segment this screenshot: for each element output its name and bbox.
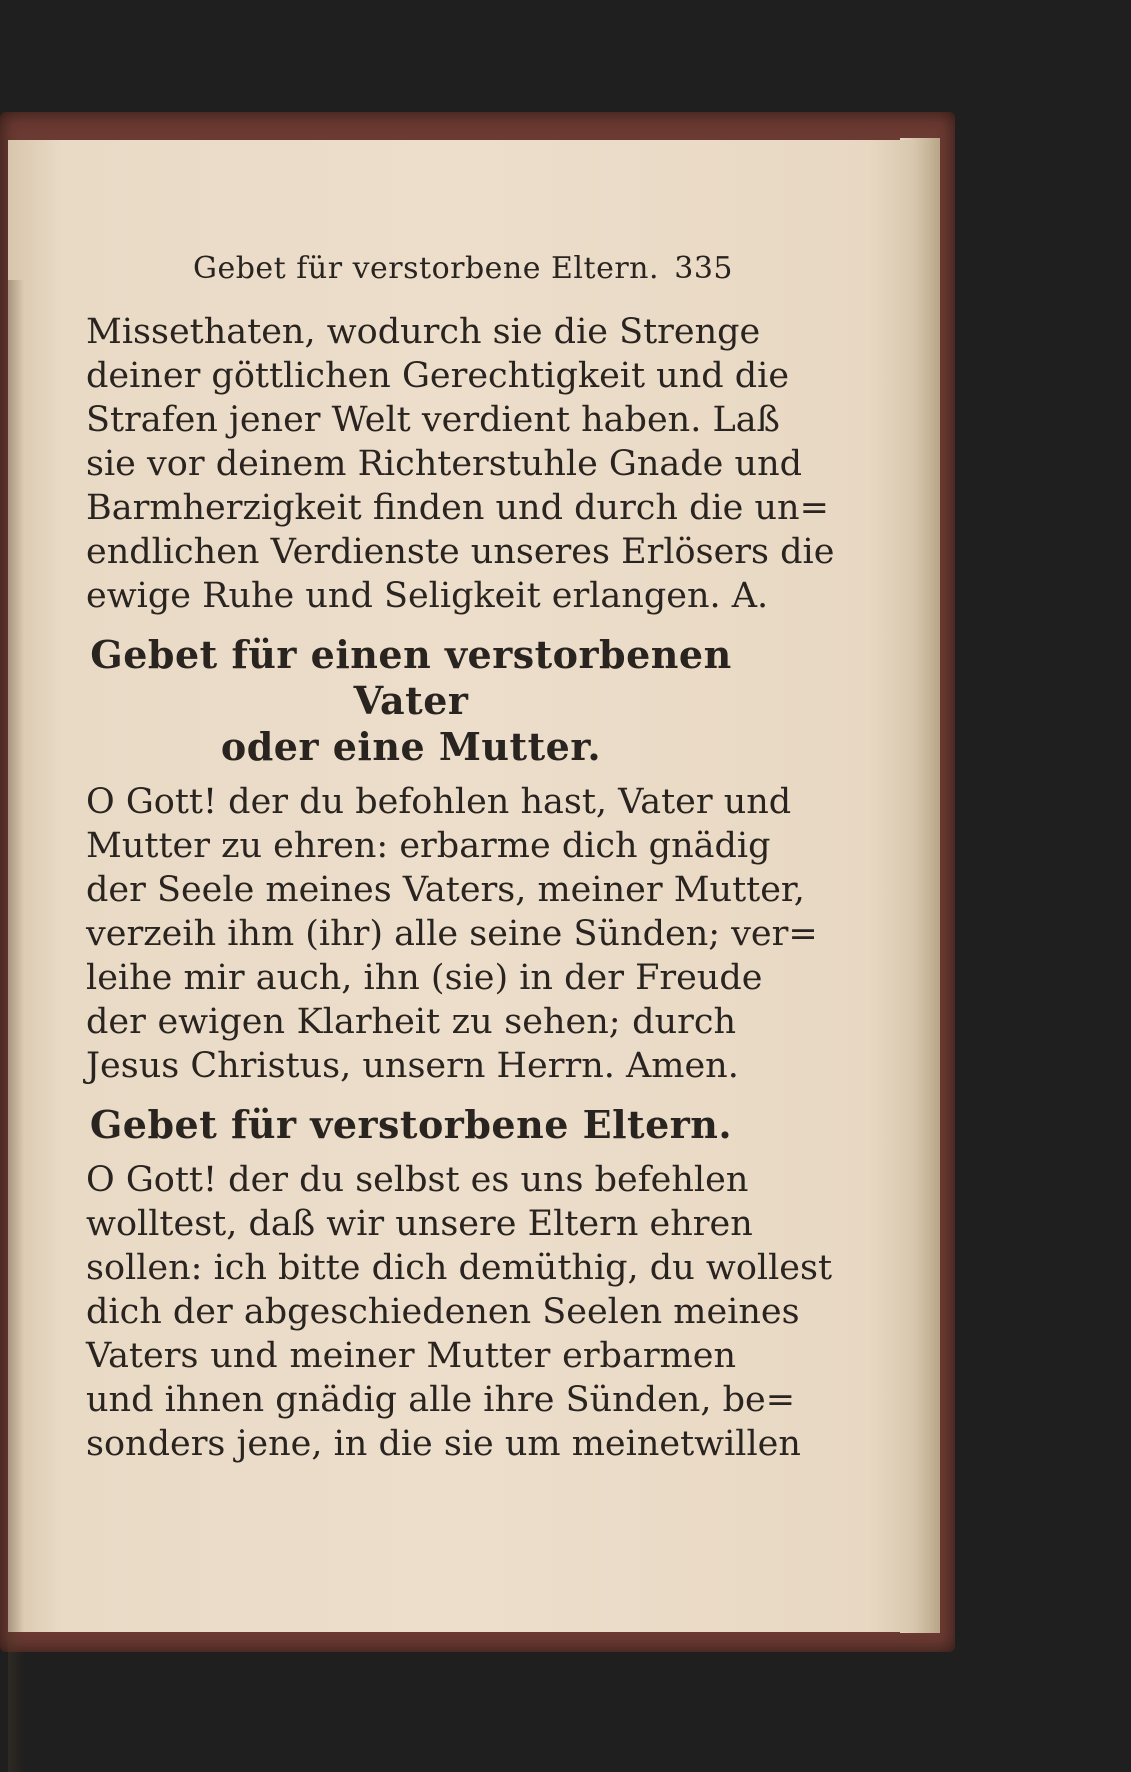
running-head-title: Gebet für verstorbene Eltern. — [193, 250, 660, 286]
text-line: endlichen Verdienste unseres Erlösers die — [86, 532, 835, 572]
text-line: O Gott! der du selbst es uns befehlen — [86, 1160, 749, 1200]
heading-line: Gebet für einen verstorbenen Vater — [90, 632, 732, 723]
text-line: Mutter zu ehren: erbarme dich gnädig — [86, 826, 771, 866]
text-line: deiner göttlichen Gerechtigkeit und die — [86, 356, 790, 396]
text-line: ewige Ruhe und Seligkeit erlangen. A. — [86, 576, 769, 616]
text-line: sie vor deinem Richterstuhle Gnade und — [86, 444, 803, 484]
text-line: und ihnen gnädig alle ihre Sünden, be= — [86, 1380, 796, 1420]
section-heading — [86, 632, 736, 770]
text-line: Vaters und meiner Mutter erbarmen — [86, 1336, 736, 1376]
spine-shadow — [8, 280, 24, 1772]
heading-line: oder eine Mutter. — [220, 724, 602, 769]
text-line: sollen: ich bitte dich demüthig, du wollest — [86, 1248, 833, 1288]
text-line: sonders jene, in die sie um meinetwillen — [86, 1424, 801, 1464]
text-line: wolltest, daß wir unsere Eltern ehren — [86, 1204, 753, 1244]
text-line: der ewigen Klarheit zu sehen; durch — [86, 1002, 736, 1042]
text-line: leihe mir auch, ihn (sie) in der Freude — [86, 958, 763, 998]
paragraph — [86, 310, 835, 618]
page-number: 335 — [674, 250, 733, 286]
section-heading — [86, 1102, 736, 1148]
text-block — [86, 310, 835, 1466]
heading-line: Gebet für verstorbene Eltern. — [89, 1102, 733, 1147]
text-line: O Gott! der du befohlen hast, Vater und — [86, 782, 792, 822]
running-head — [193, 248, 733, 288]
book-page — [8, 140, 913, 1632]
text-line: Strafen jener Welt verdient haben. Laß — [86, 400, 780, 440]
paragraph — [86, 1158, 833, 1466]
text-line: Missethaten, wodurch sie die Strenge — [86, 312, 761, 352]
text-line: der Seele meines Vaters, meiner Mutter, — [86, 870, 805, 910]
text-line: dich der abgeschiedenen Seelen meines — [86, 1292, 800, 1332]
paragraph — [86, 780, 818, 1088]
text-line: verzeih ihm (ihr) alle seine Sünden; ver= — [86, 914, 818, 954]
text-line: Barmherzigkeit finden und durch die un= — [86, 488, 829, 528]
text-line: Jesus Christus, unsern Herrn. Amen. — [86, 1046, 739, 1086]
